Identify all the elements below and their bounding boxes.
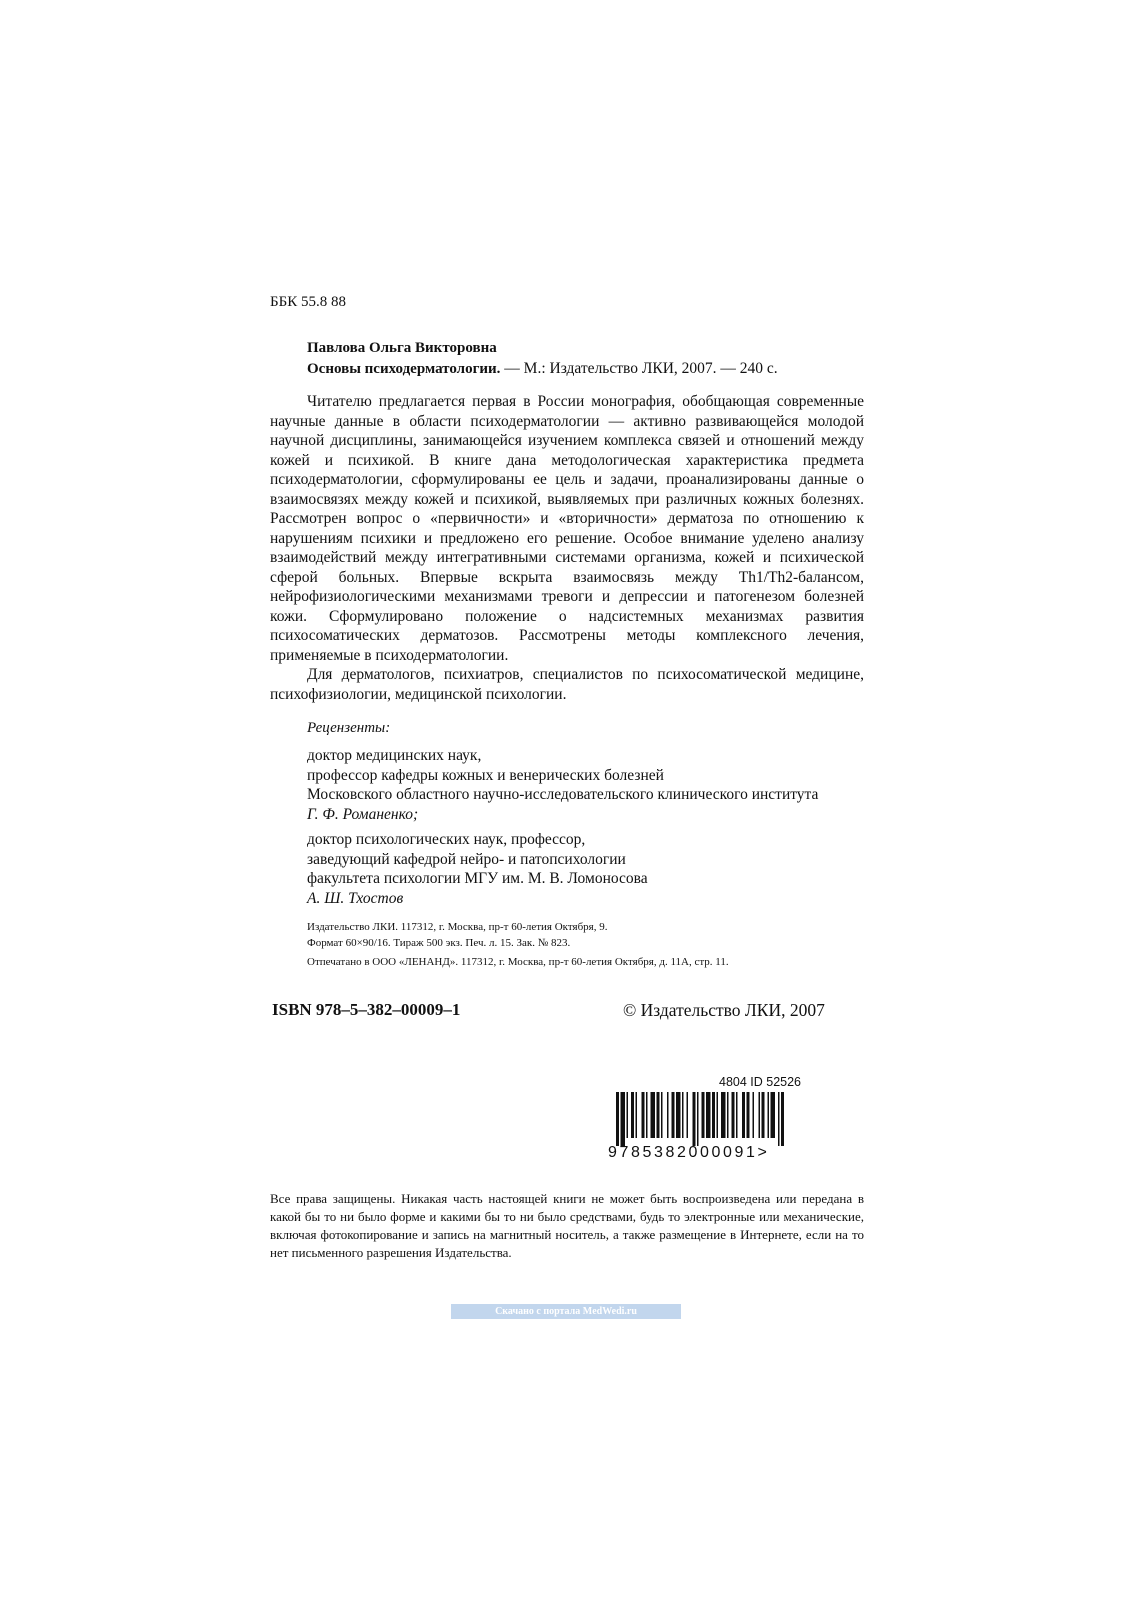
barcode-bar: [657, 1092, 660, 1138]
barcode-bar: [759, 1092, 761, 1138]
barcode-bar: [747, 1092, 750, 1138]
reviewer-2-position: заведующий кафедрой нейро- и патопсихологии: [307, 850, 626, 868]
imprint-publisher: Издательство ЛКИ. 117312, г. Москва, пр-т 60-летия Октября, 9.: [307, 921, 608, 933]
barcode-bar: [771, 1092, 776, 1138]
barcode-bar: [727, 1092, 729, 1138]
barcode-bar: [676, 1092, 681, 1138]
barcode-bar: [687, 1092, 689, 1138]
abstract-paragraph: Читателю предлагается первая в России монография, обобщающая современные научные данные в области психодерматологии — активно развивающейся молодой научной дисциплины, занимающейся изучением комплекса связей и отношений между кожей и психикой. В книге дана методологическая характеристика предмета психодерматологии, сформулированы ее цель и задачи, проанализированы данные о взаимосвязях между кожей и психикой, выявляемых при различных кожных болезнях. Рассмотрен вопрос о «первичности» и «вторичности» дерматоза по отношению к нарушениям психики и предложено его решение. Особое внимание уделено анализу взаимодействий между интегративными системами организма, кожей и психической сферой больных. Впервые вскрыта взаимосвязь между Th1/Th2-балансом, нейрофизиологическими механизмами тревоги и депрессии и патогенезом болезней кожи. Сформулировано положение о надсистемных механизмах развития психосоматических дерматозов. Рассмотрены методы комплексного лечения, применяемые в психодерматологии.: [270, 393, 864, 664]
barcode-bar: [627, 1092, 629, 1138]
barcode-bar: [651, 1092, 656, 1138]
barcode-bar: [742, 1092, 745, 1138]
barcode-bar: [672, 1092, 675, 1138]
barcode-bar: [693, 1092, 696, 1146]
barcode-bar: [732, 1092, 735, 1138]
barcode-bar: [736, 1092, 738, 1138]
barcode-bar: [667, 1092, 669, 1138]
copyright: © Издательство ЛКИ, 2007: [623, 1000, 825, 1020]
barcode-bar: [753, 1092, 755, 1138]
barcode-bar: [636, 1092, 638, 1138]
book-title: Основы психодерматологии.: [307, 361, 501, 377]
reviewer-1-degree: доктор медицинских наук,: [307, 747, 482, 764]
imprint-printer: Отпечатано в ООО «ЛЕНАНД». 117312, г. Москва, пр-т 60-летия Октября, д. 11А, стр. 11.: [307, 956, 729, 968]
reviewer-2-name: А. Ш. Тхостов: [307, 889, 404, 907]
bbk-code: ББК 55.8 88: [270, 294, 346, 310]
barcode-bar: [778, 1092, 780, 1146]
reviewer-1-name: Г. Ф. Романенко;: [307, 805, 419, 823]
barcode-bar: [661, 1092, 663, 1138]
barcode-bar: [712, 1092, 715, 1138]
barcode-bar: [646, 1092, 648, 1138]
publication-info: — М.: Издательство ЛКИ, 2007. — 240 с.: [500, 360, 778, 377]
barcode-bar: [702, 1092, 705, 1138]
barcode-bar: [642, 1092, 645, 1138]
barcode-bar: [682, 1092, 684, 1138]
bibliographic-record: [307, 360, 778, 378]
barcode-bar: [781, 1092, 784, 1146]
barcode-bar: [717, 1092, 719, 1138]
reviewer-1-position: профессор кафедры кожных и венерических болезней: [307, 766, 664, 784]
reviewer-1: [307, 746, 818, 824]
barcode-digits: 9785382000091>: [608, 1144, 770, 1161]
portal-watermark: Скачано с портала MedWedi.ru: [451, 1304, 681, 1319]
barcode-bar: [616, 1092, 619, 1146]
barcode-bar: [706, 1092, 711, 1138]
rights-notice: [270, 1190, 864, 1262]
abstract: [270, 392, 864, 704]
isbn: ISBN 978–5–382–00009–1: [272, 1000, 461, 1019]
imprint-format: Формат 60×90/16. Тираж 500 экз. Печ. л. 15. Зак. № 823.: [307, 937, 571, 949]
barcode-bar: [762, 1092, 765, 1138]
barcode-top-number: 4804 ID 52526: [719, 1075, 802, 1089]
reviewers-heading: Рецензенты:: [307, 720, 391, 736]
barcode-bar: [697, 1092, 699, 1146]
reviewer-2-degree: доктор психологических наук, профессор,: [307, 831, 586, 848]
barcode-image: [610, 1092, 790, 1146]
barcode-bar: [631, 1092, 634, 1138]
reviewer-1-institution: Московского областного научно-исследовательского клинического института: [307, 786, 819, 803]
barcode-bar: [621, 1092, 626, 1146]
reviewer-2-institution: факультета психологии МГУ им. М. В. Ломоносова: [307, 870, 648, 887]
audience-paragraph: Для дерматологов, психиатров, специалистов по психосоматической медицине, психофизиологии, медицинской психологии.: [270, 666, 864, 703]
barcode-bar: [721, 1092, 726, 1138]
barcode-bar: [768, 1092, 770, 1138]
reviewer-2: [307, 830, 648, 908]
rights-text: Все права защищены. Никакая часть настоящей книги не может быть воспроизведена или передана в какой бы то ни было форме и какими бы то ни было средствами, будь то электронные или механические, включая фотокопирование и запись на магнитный носитель, а также размещение в Интернете, если на то нет письменного разрешения Издательства.: [270, 1191, 864, 1260]
author-name: Павлова Ольга Викторовна: [307, 340, 497, 356]
